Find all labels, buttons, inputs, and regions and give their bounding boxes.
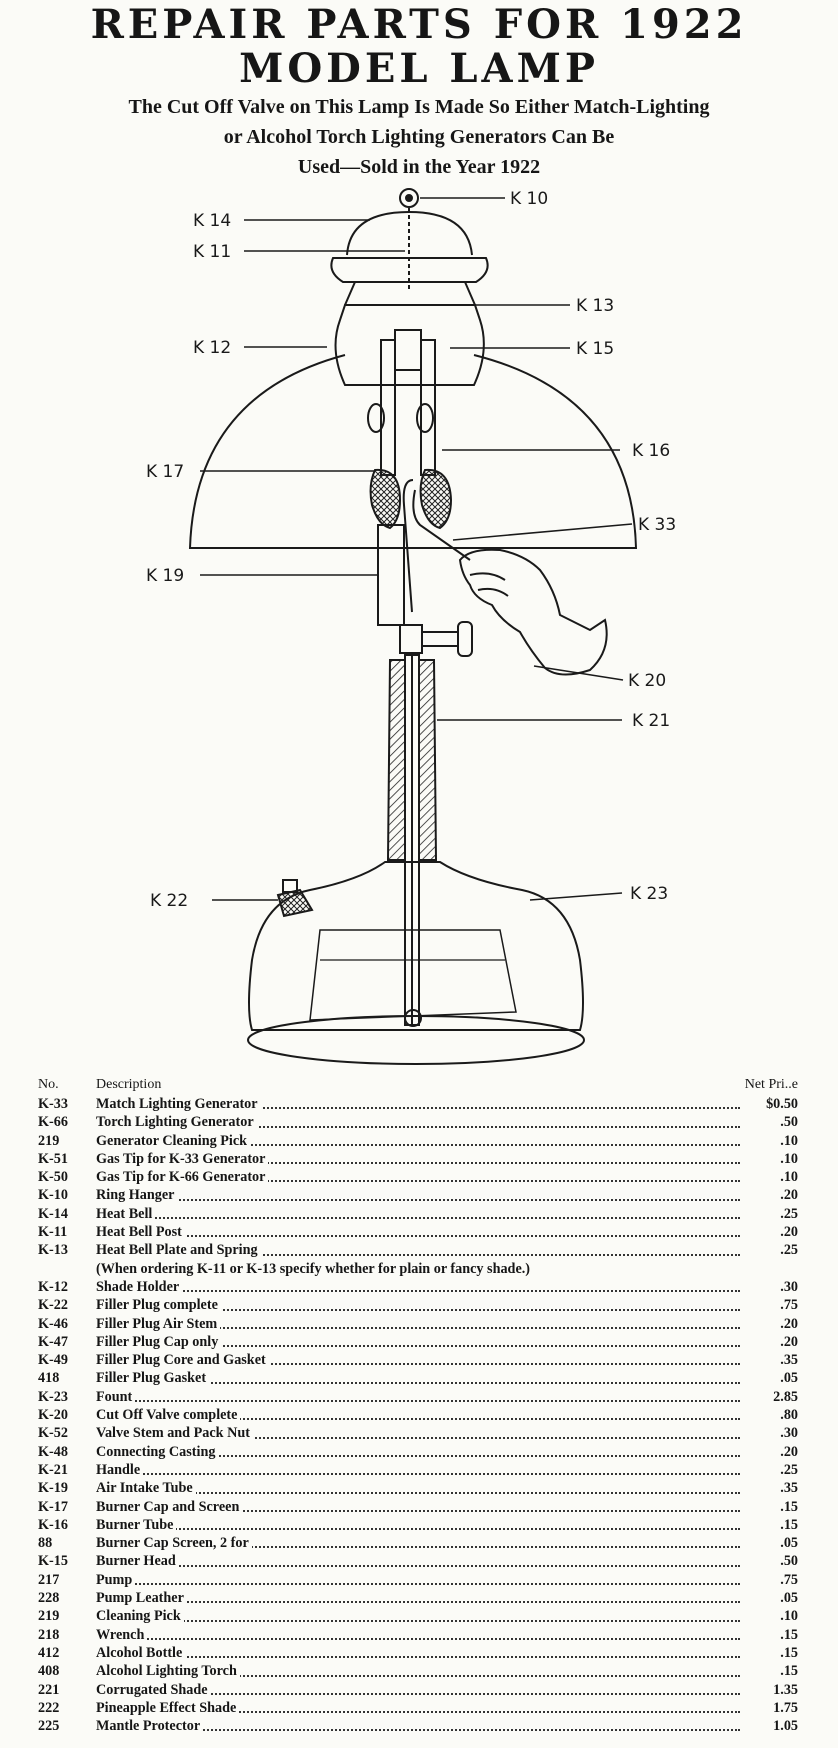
- table-row: [38, 1644, 798, 1662]
- part-description: Burner Head: [96, 1552, 744, 1570]
- table-row: [38, 1388, 798, 1406]
- mantle-right: [421, 470, 451, 528]
- part-price: .20: [780, 1224, 798, 1241]
- part-number: 219: [38, 1608, 60, 1625]
- part-description: Pineapple Effect Shade: [96, 1699, 744, 1717]
- table-row: [38, 1333, 798, 1351]
- part-description: Mantle Protector: [96, 1717, 744, 1735]
- part-description: Burner Cap Screen, 2 for: [96, 1534, 744, 1552]
- part-description: Connecting Casting: [96, 1443, 744, 1461]
- table-row: [38, 1095, 798, 1113]
- part-price: .10: [780, 1150, 798, 1167]
- part-price: .20: [780, 1333, 798, 1350]
- part-description: Gas Tip for K-33 Generator: [96, 1150, 744, 1168]
- part-price: 2.85: [773, 1388, 798, 1405]
- part-number: 221: [38, 1681, 60, 1698]
- table-row: [38, 1186, 798, 1204]
- subtitle-line-2: or Alcohol Torch Lighting Generators Can Be: [223, 126, 615, 148]
- part-price: .10: [780, 1169, 798, 1186]
- table-row: [38, 1461, 798, 1479]
- table-row: [38, 1626, 798, 1644]
- label-k14: K 14: [193, 211, 232, 231]
- ordering-note: (When ordering K-11 or K-13 specify whether for plain or fancy shade.): [96, 1260, 531, 1277]
- part-price: .35: [780, 1352, 798, 1369]
- label-k17: K 17: [146, 462, 185, 482]
- part-description: Ring Hanger: [96, 1186, 744, 1204]
- part-price: .15: [780, 1516, 798, 1533]
- table-row: [38, 1369, 798, 1387]
- part-description: Burner Tube: [96, 1516, 744, 1534]
- part-description: Filler Plug complete: [96, 1296, 744, 1314]
- part-price: .20: [780, 1315, 798, 1332]
- part-price: .50: [780, 1114, 798, 1131]
- part-description: Filler Plug Cap only: [96, 1333, 744, 1351]
- part-description: Heat Bell Plate and Spring: [96, 1241, 744, 1259]
- hand-illustration: [460, 550, 607, 675]
- part-price: .25: [780, 1242, 798, 1259]
- part-description: Handle: [96, 1461, 744, 1479]
- part-number: K-46: [38, 1315, 68, 1332]
- part-description: Filler Plug Gasket: [96, 1369, 744, 1387]
- table-row: [38, 1113, 798, 1131]
- label-k13: K 13: [576, 296, 615, 316]
- part-price: .05: [780, 1370, 798, 1387]
- part-number: 222: [38, 1699, 60, 1716]
- part-description: Cut Off Valve complete: [96, 1406, 744, 1424]
- part-description: Torch Lighting Generator: [96, 1113, 744, 1131]
- label-k19: K 19: [146, 566, 185, 586]
- table-row: [38, 1552, 798, 1570]
- subtitle-line-3: Used—Sold in the Year 1922: [297, 156, 541, 178]
- part-description: Match Lighting Generator: [96, 1095, 744, 1113]
- cut-off-valve: [400, 625, 422, 653]
- table-row: [38, 1571, 798, 1589]
- label-k22: K 22: [150, 891, 189, 911]
- parts-price-list: [38, 1076, 798, 1735]
- table-row: [38, 1351, 798, 1369]
- part-number: K-13: [38, 1242, 68, 1259]
- table-row: [38, 1406, 798, 1424]
- air-intake-tube: [378, 525, 404, 625]
- part-number: K-23: [38, 1388, 68, 1405]
- label-k21: K 21: [632, 711, 671, 731]
- table-row: [38, 1681, 798, 1699]
- label-k15: K 15: [576, 339, 615, 359]
- part-price: .30: [780, 1425, 798, 1442]
- table-row: [38, 1699, 798, 1717]
- part-price: .80: [780, 1407, 798, 1424]
- generator: [404, 480, 413, 612]
- table-row: [38, 1607, 798, 1625]
- part-description: Gas Tip for K-66 Generator: [96, 1168, 744, 1186]
- part-price: .20: [780, 1187, 798, 1204]
- part-number: K-33: [38, 1096, 68, 1112]
- part-price: .20: [780, 1443, 798, 1460]
- part-number: K-51: [38, 1150, 68, 1167]
- table-row: [38, 1223, 798, 1241]
- table-header: [38, 1076, 798, 1095]
- part-description: Valve Stem and Pack Nut: [96, 1424, 744, 1442]
- page-title-line-1: REPAIR PARTS FOR 1922: [90, 1, 748, 48]
- part-description: Pump Leather: [96, 1589, 744, 1607]
- part-number: K-52: [38, 1425, 68, 1442]
- part-number: 218: [38, 1626, 60, 1643]
- part-number: K-17: [38, 1498, 68, 1515]
- part-number: 219: [38, 1132, 60, 1149]
- table-row: [38, 1516, 798, 1534]
- burner-tube-left: [381, 340, 395, 475]
- part-price: .75: [780, 1571, 798, 1588]
- part-number: K-50: [38, 1169, 68, 1186]
- part-description: Air Intake Tube: [96, 1479, 744, 1497]
- part-number: K-66: [38, 1114, 68, 1131]
- part-price: .15: [780, 1498, 798, 1515]
- burner-tube-right: [421, 340, 435, 475]
- label-k33: K 33: [638, 515, 677, 535]
- part-number: K-10: [38, 1187, 68, 1204]
- part-price: .35: [780, 1480, 798, 1497]
- mantle-left: [371, 470, 400, 528]
- label-k20: K 20: [628, 671, 667, 691]
- part-price: 1.05: [773, 1718, 798, 1735]
- part-number: 225: [38, 1718, 60, 1735]
- subtitle-line-1: The Cut Off Valve on This Lamp Is Made So Either Match-Lighting: [128, 96, 710, 118]
- table-row: [38, 1534, 798, 1552]
- table-row: [38, 1315, 798, 1333]
- part-number: K-49: [38, 1352, 68, 1369]
- part-price: .15: [780, 1626, 798, 1643]
- table-row: [38, 1150, 798, 1168]
- part-price: .05: [780, 1535, 798, 1552]
- part-number: K-12: [38, 1278, 68, 1295]
- part-description: Shade Holder: [96, 1278, 744, 1296]
- part-description: Heat Bell Post: [96, 1223, 744, 1241]
- part-price: .75: [780, 1297, 798, 1314]
- label-k10: K 10: [510, 189, 549, 209]
- part-price: .30: [780, 1278, 798, 1295]
- filler-plug: [278, 890, 312, 916]
- part-description: Generator Cleaning Pick: [96, 1132, 744, 1150]
- label-k11: K 11: [193, 242, 232, 262]
- part-price: .15: [780, 1663, 798, 1680]
- part-number: K-19: [38, 1480, 68, 1497]
- part-description: Cleaning Pick: [96, 1607, 744, 1625]
- part-description: Heat Bell: [96, 1205, 744, 1223]
- part-price: .10: [780, 1608, 798, 1625]
- table-row: [38, 1296, 798, 1314]
- part-number: 418: [38, 1370, 60, 1387]
- part-description: Alcohol Lighting Torch: [96, 1662, 744, 1680]
- table-row: [38, 1424, 798, 1442]
- part-description: Pump: [96, 1571, 744, 1589]
- part-description: Fount: [96, 1388, 744, 1406]
- header-description: Description: [96, 1076, 744, 1094]
- part-number: 228: [38, 1590, 60, 1607]
- part-number: K-22: [38, 1297, 68, 1314]
- part-description: Filler Plug Air Stem: [96, 1315, 744, 1333]
- label-k16: K 16: [632, 441, 671, 461]
- table-row: [38, 1278, 798, 1296]
- part-number: K-15: [38, 1553, 68, 1570]
- table-row: [38, 1443, 798, 1461]
- table-row: [38, 1132, 798, 1150]
- lamp-shade: [190, 355, 636, 548]
- part-number: K-47: [38, 1333, 68, 1350]
- part-price: .50: [780, 1553, 798, 1570]
- label-k12: K 12: [193, 338, 232, 358]
- part-number: 412: [38, 1644, 60, 1661]
- part-price: .05: [780, 1590, 798, 1607]
- part-price: .10: [780, 1132, 798, 1149]
- part-number: K-48: [38, 1443, 68, 1460]
- lamp-diagram: [0, 180, 838, 1080]
- header-net-price: Net Pri..e: [744, 1077, 798, 1092]
- table-row: [38, 1205, 798, 1223]
- header-no: No.: [38, 1077, 59, 1092]
- table-row: [38, 1589, 798, 1607]
- part-description: Wrench: [96, 1626, 744, 1644]
- part-price: $0.50: [766, 1096, 798, 1112]
- table-row: [38, 1168, 798, 1186]
- table-row: [38, 1717, 798, 1735]
- label-k23: K 23: [630, 884, 669, 904]
- page-title-line-2: MODEL LAMP: [239, 45, 599, 92]
- part-number: K-16: [38, 1516, 68, 1533]
- table-row: [38, 1479, 798, 1497]
- part-number: 88: [38, 1535, 53, 1552]
- table-body: [38, 1095, 798, 1735]
- part-description: Alcohol Bottle: [96, 1644, 744, 1662]
- table-row: [38, 1498, 798, 1516]
- part-number: K-20: [38, 1407, 68, 1424]
- part-description: Filler Plug Core and Gasket: [96, 1351, 744, 1369]
- part-number: 408: [38, 1663, 60, 1680]
- part-number: K-11: [38, 1224, 68, 1241]
- part-description: Corrugated Shade: [96, 1681, 744, 1699]
- part-price: 1.35: [773, 1681, 798, 1698]
- part-description: Burner Cap and Screen: [96, 1498, 744, 1516]
- part-price: .15: [780, 1644, 798, 1661]
- part-price: .25: [780, 1461, 798, 1478]
- part-number: K-21: [38, 1461, 68, 1478]
- part-price: 1.75: [773, 1699, 798, 1716]
- table-row: [38, 1662, 798, 1680]
- part-price: .25: [780, 1205, 798, 1222]
- part-number: K-14: [38, 1205, 68, 1222]
- shade-holder: [336, 305, 484, 385]
- table-row: [38, 1241, 798, 1259]
- part-number: 217: [38, 1571, 60, 1588]
